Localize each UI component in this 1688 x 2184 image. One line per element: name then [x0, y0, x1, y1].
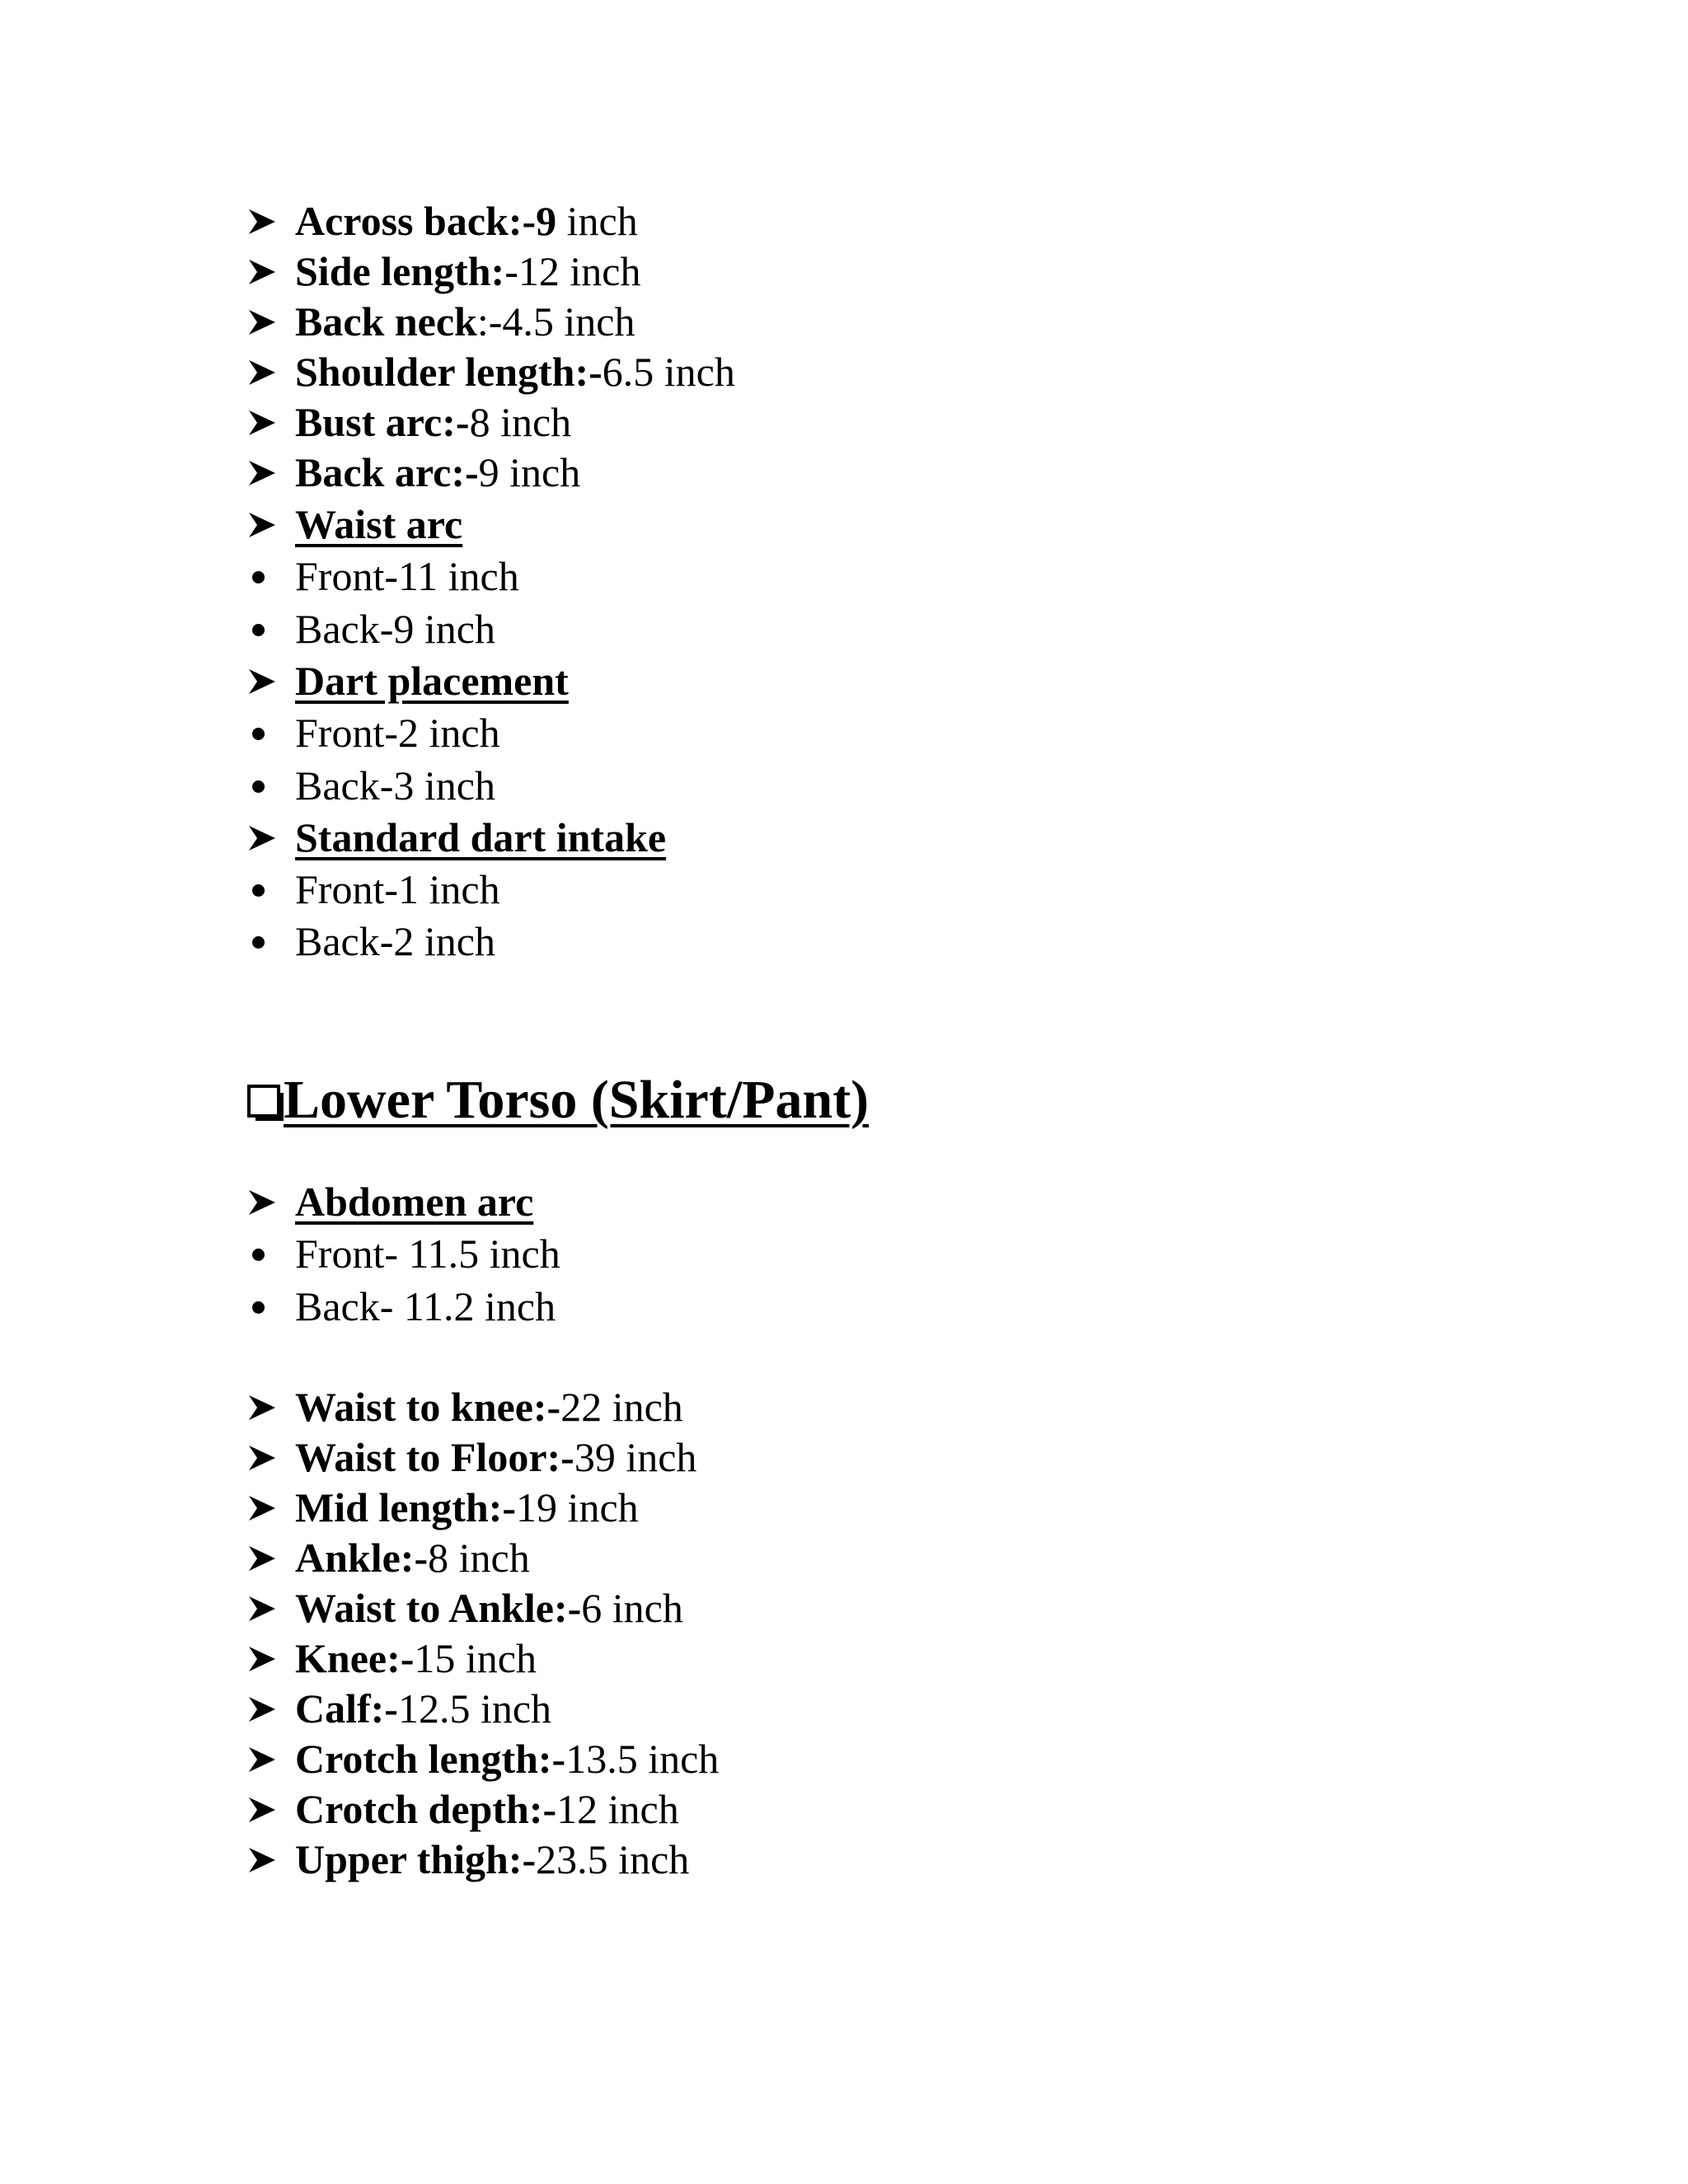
dot-bullet-icon	[247, 916, 293, 966]
arrow-bullet-icon	[247, 397, 293, 447]
measurement-label: Back arc:-	[295, 449, 479, 495]
arrow-bullet-icon	[247, 297, 293, 346]
arrow-bullet-icon	[247, 1835, 293, 1884]
measurement-label: Crotch depth:-	[295, 1786, 557, 1832]
list-item-text: Back-2 inch	[295, 918, 495, 964]
measurement-label: Waist to Ankle:-	[295, 1585, 582, 1631]
dot-bullet-icon	[247, 708, 293, 757]
measurement-label: Calf:-	[295, 1685, 398, 1732]
measurement-value: 9 inch	[478, 449, 581, 495]
measurement-label: Back neck	[295, 298, 477, 344]
measurement-value: inch	[556, 198, 638, 244]
arrow-bullet-icon	[247, 1382, 293, 1432]
measurement-value: 6.5 inch	[602, 349, 735, 395]
list-item-text: Back-3 inch	[295, 762, 495, 808]
arrow-bullet-icon	[247, 656, 293, 705]
arrow-bullet-icon	[247, 1784, 293, 1834]
dot-bullet-icon	[247, 865, 293, 914]
subheading-text: Waist arc	[295, 501, 463, 547]
arrow-bullet-icon	[247, 1684, 293, 1733]
arrow-bullet-icon	[247, 1432, 293, 1482]
arrow-bullet-icon	[247, 1633, 293, 1683]
measurement-label: Crotch length:-	[295, 1736, 566, 1782]
measurement-value: 6 inch	[581, 1585, 683, 1631]
measurement-value: 22 inch	[560, 1384, 683, 1430]
measurement-label: Mid length:-	[295, 1484, 517, 1530]
dot-bullet-icon	[247, 761, 293, 810]
dot-bullet-icon	[247, 604, 293, 654]
arrow-bullet-icon	[247, 1177, 293, 1226]
list-item-text: Front-1 inch	[295, 866, 500, 912]
measurement-value: :-4.5 inch	[476, 298, 635, 344]
measurement-value: 23.5 inch	[536, 1836, 690, 1882]
list-item-text: Front-11 inch	[295, 553, 519, 599]
list-item-text: Front- 11.5 inch	[295, 1230, 560, 1277]
measurement-value: 12 inch	[556, 1786, 679, 1832]
measurement-value: 19 inch	[516, 1484, 639, 1530]
measurement-value: 12.5 inch	[397, 1685, 552, 1732]
arrow-bullet-icon	[247, 1533, 293, 1582]
list-item-text: Front-2 inch	[295, 710, 500, 756]
measurement-label: Ankle:-	[295, 1535, 429, 1581]
arrow-bullet-icon	[247, 1483, 293, 1532]
subheading-text: Standard dart intake	[295, 814, 667, 860]
arrow-bullet-icon	[247, 1734, 293, 1783]
measurement-label: Side length:	[295, 248, 505, 294]
arrow-bullet-icon	[247, 246, 293, 296]
arrow-bullet-icon	[247, 813, 293, 862]
measurement-label: Waist to knee:-	[295, 1384, 561, 1430]
measurement-label: Waist to Floor:-	[295, 1434, 574, 1480]
dot-bullet-icon	[247, 551, 293, 601]
arrow-bullet-icon	[247, 499, 293, 549]
section-title	[247, 1063, 869, 1137]
list-item-text: Back-9 inch	[295, 606, 495, 652]
measurement-value: -12 inch	[504, 248, 641, 294]
measurement-value: 8 inch	[469, 399, 572, 445]
arrow-bullet-icon	[247, 196, 293, 246]
measurement-label: Upper thigh:-	[295, 1836, 537, 1882]
dot-bullet-icon	[247, 1282, 293, 1331]
measurement-label: Across back:-9	[295, 198, 557, 244]
subheading-text: Abdomen arc	[295, 1179, 534, 1225]
arrow-bullet-icon	[247, 1583, 293, 1633]
section-title-text: Lower Torso (Skirt/Pant)	[284, 1070, 870, 1130]
arrow-bullet-icon	[247, 347, 293, 396]
arrow-bullet-icon	[247, 448, 293, 497]
shadow-box-bullet-icon	[247, 1085, 280, 1118]
measurement-label: Knee:-	[295, 1635, 415, 1681]
measurement-value: 13.5 inch	[565, 1736, 720, 1782]
measurement-value: 39 inch	[574, 1434, 697, 1480]
measurement-label: Bust arc:-	[295, 399, 470, 445]
dot-bullet-icon	[247, 1229, 293, 1278]
measurement-value: 8 inch	[428, 1535, 530, 1581]
measurement-label: Shoulder length:-	[295, 349, 603, 395]
measurement-value: 15 inch	[414, 1635, 537, 1681]
subheading-text: Dart placement	[295, 658, 569, 704]
list-item-text: Back- 11.2 inch	[295, 1283, 556, 1329]
